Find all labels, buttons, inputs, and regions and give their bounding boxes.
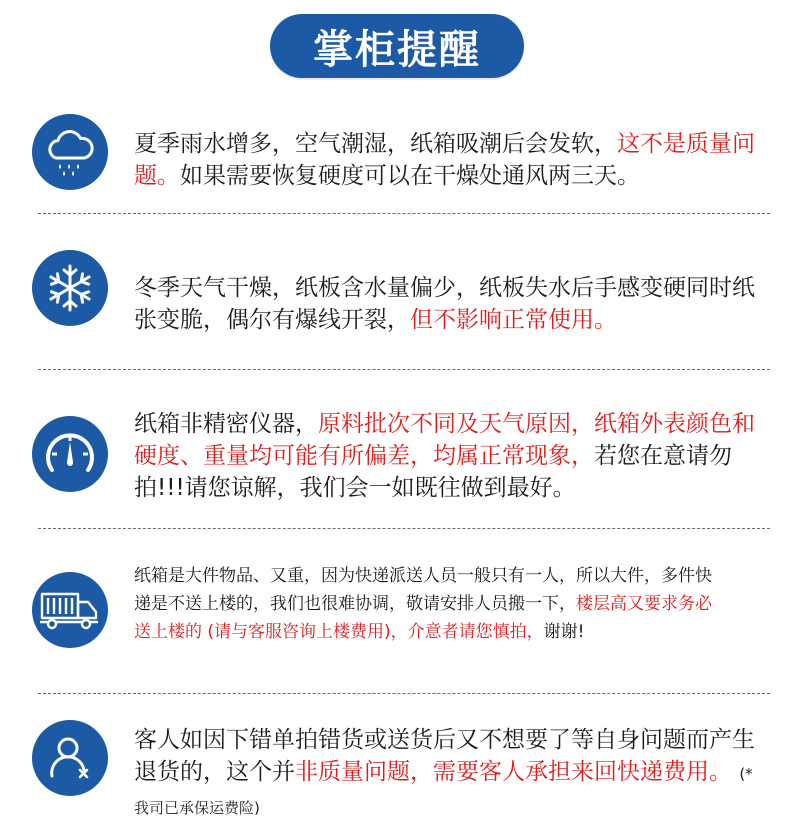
notice-text-highlight: 但不影响正常使用。 [410,307,617,333]
truck-icon [32,572,108,648]
user-cancel-icon [32,720,108,796]
notice-text-normal: 夏季雨水增多，空气潮湿，纸箱吸潮后会发软， [134,131,617,157]
notice-text-normal: 谢谢! [543,622,585,642]
snowflake-icon [32,250,108,326]
notice-text-normal: 如果需要恢复硬度可以在干燥处通风两三天。 [180,163,640,189]
gauge-icon [32,416,108,492]
notice-text-highlight: 楼层高又要求务必送上楼的 (请与客服咨询上楼费用)，介意者请您慎拍， [134,594,712,642]
notice-text [134,562,724,646]
rain-cloud-icon [32,114,108,190]
notice-text [134,272,764,336]
notice-text [134,724,764,824]
notice-text-highlight: 非质量问题，需要客人承担来回快递费用。 [295,759,732,785]
notice-text [134,408,764,504]
page-title: 掌柜提醒 [270,14,524,78]
notice-text-normal: 客人如因下错单拍错货或送货后又不想要了等自身问题而产生退货的，这个并 [134,727,755,785]
dashed-divider [38,213,770,214]
notice-text-normal: 纸箱是大件物品、又重，因为快递派送人员一般只有一人，所以大件，多件快递是不送上楼的，我们也很难协调，敬请安排人员搬一下， [134,566,712,614]
notice-note: (*我司已承保运费险) [134,765,753,817]
dashed-divider [38,528,770,529]
notice-text-normal: 若您在意请勿拍!!!请您谅解，我们会一如既往做到最好。 [134,443,732,501]
notice-text-highlight: 原料批次不同及天气原因，纸箱外表颜色和硬度、重量均可能有所偏差，均属正常现象， [134,411,755,469]
notice-text-normal: 冬季天气干燥，纸板含水量偏少，纸板失水后手感变硬同时纸张变脆，偶尔有爆线开裂， [134,275,755,333]
dashed-divider [38,693,770,694]
dashed-divider [38,369,770,370]
notice-text-normal: 纸箱非精密仪器， [134,411,318,437]
notice-text [134,128,764,192]
notice-text-highlight: 这不是质量问题。 [134,131,755,189]
